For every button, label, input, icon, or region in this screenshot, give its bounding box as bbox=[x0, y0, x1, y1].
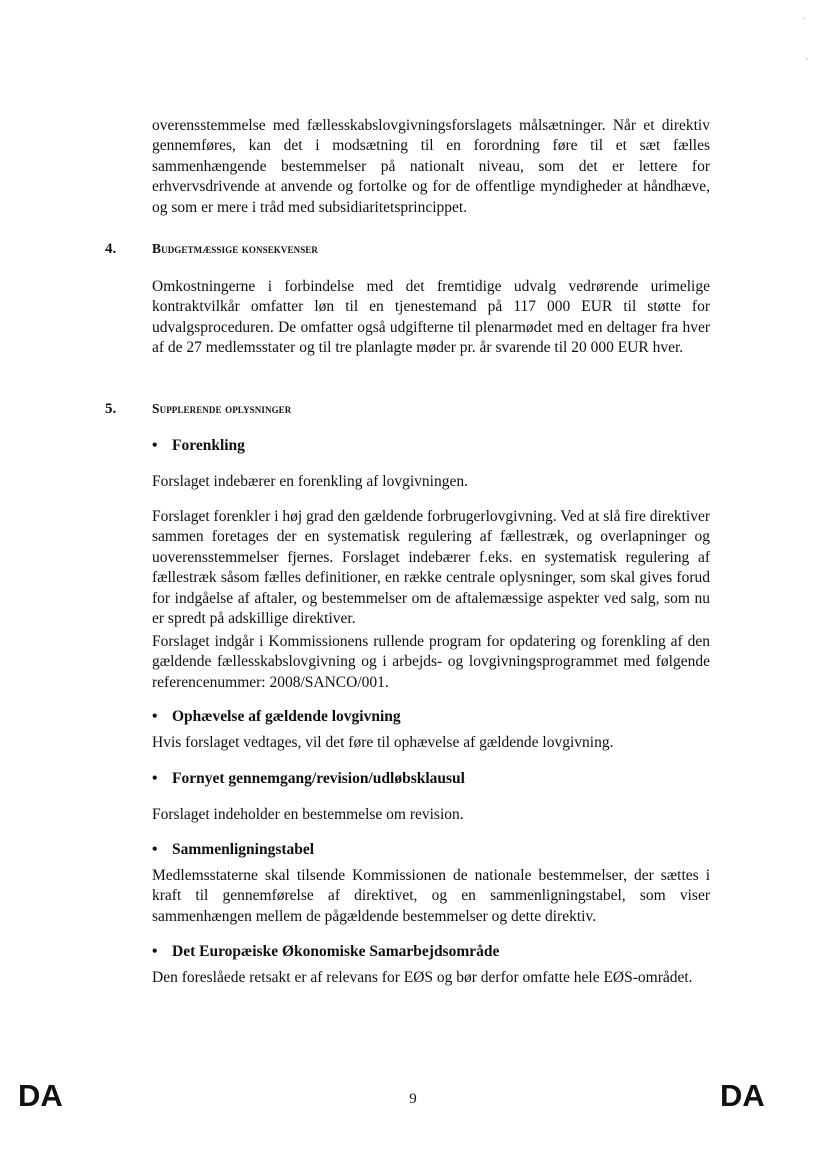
bullet-ophaevelse-heading: Ophævelse af gældende lovgivning bbox=[172, 708, 401, 725]
bullet-revision-heading: Fornyet gennemgang/revision/udløbsklausul bbox=[172, 770, 465, 787]
sammenligning-paragraph: Medlemsstaterne skal tilsende Kommissionen de nationale bestemmelser, der sættes i kraft til gennemførelse af direktivet, og en sammenligningstabel, som viser sammenhængen mellem de pågældende bestemmelser og dette direktiv. bbox=[152, 867, 710, 925]
bullet-icon: • bbox=[152, 943, 158, 960]
scan-mark: ' bbox=[804, 16, 806, 25]
section-4-heading bbox=[105, 241, 318, 258]
forenkling-paragraph-3: Forslaget indgår i Kommissionens rullende program for opdatering og forenkling af den gældende fællesskabslovgivning og i arbejds- og lovgivningsprogrammet med følgende referencenummer: 2008/SANCO/001. bbox=[152, 633, 710, 691]
forenkling-paragraph-1: Forslaget indebærer en forenkling af lovgivningen. bbox=[152, 473, 468, 490]
page-number: 9 bbox=[409, 1091, 417, 1107]
bullet-forenkling-heading: Forenkling bbox=[172, 437, 245, 454]
bullet-sammenligning bbox=[152, 841, 314, 859]
intro-paragraph: overensstemmelse med fællesskabslovgivningsforslagets målsætninger. Når et direktiv gennemføres, kan det i modsætning til en forordning føre til et sæt fælles sammenhængende bestemmelser på nationalt niveau, som det er lettere for erhvervsdrivende at anvende og fortolke og for de offentlige myndigheder at håndhæve, og som er mere i tråd med subsidiaritetsprincippet. bbox=[152, 117, 710, 216]
bullet-eos-heading: Det Europæiske Økonomiske Samarbejdsområde bbox=[172, 943, 500, 960]
scan-mark: , bbox=[806, 52, 808, 61]
ophaevelse-paragraph: Hvis forslaget vedtages, vil det føre til ophævelse af gældende lovgivning. bbox=[152, 734, 614, 751]
bullet-sammenligning-heading: Sammenligningstabel bbox=[172, 841, 315, 858]
revision-paragraph: Forslaget indeholder en bestemmelse om revision. bbox=[152, 806, 464, 823]
section-5-title: Supplerende oplysninger bbox=[152, 401, 292, 416]
bullet-icon: • bbox=[152, 437, 158, 454]
bullet-icon: • bbox=[152, 770, 158, 787]
section-5-heading bbox=[105, 401, 291, 418]
eos-paragraph: Den foreslåede retsakt er af relevans for EØS og bør derfor omfatte hele EØS-området. bbox=[152, 969, 693, 986]
bullet-icon: • bbox=[152, 841, 158, 858]
bullet-forenkling bbox=[152, 437, 245, 455]
footer-language-left: DA bbox=[18, 1078, 63, 1113]
bullet-revision bbox=[152, 770, 465, 788]
section-4-paragraph: Omkostningerne i forbindelse med det fremtidige udvalg vedrørende urimelige kontraktvilkår omfatter løn til en tjenestemand på 117 000 EUR til støtte for udvalgsproceduren. De omfatter også udgifterne til plenarmødet med en deltager fra hver af de 27 medlemsstater og til tre planlagte møder pr. år svarende til 20 000 EUR hver. bbox=[152, 278, 710, 357]
bullet-icon: • bbox=[152, 708, 158, 725]
section-5-number: 5. bbox=[105, 401, 117, 417]
section-4-number: 4. bbox=[105, 241, 117, 257]
section-4-title: Budgetmæssige konsekvenser bbox=[152, 241, 319, 256]
bullet-eos bbox=[152, 943, 499, 961]
footer-language-right: DA bbox=[720, 1078, 765, 1113]
bullet-ophaevelse bbox=[152, 708, 401, 726]
forenkling-paragraph-2: Forslaget forenkler i høj grad den gældende forbrugerlovgivning. Ved at slå fire direktiver sammen foretages der en systematisk regulering af fællestræk, og overlapninger og uoverensstemmelser fjernes. Forslaget indebærer f.eks. en systematisk regulering af fællestræk såsom fælles definitioner, en række centrale oplysninger, som skal gives forud for indgåelse af aftaler, og bestemmelser om de aftalemæssige aspekter ved salg, som nu er spredt på adskillige direktiver. bbox=[152, 508, 710, 628]
